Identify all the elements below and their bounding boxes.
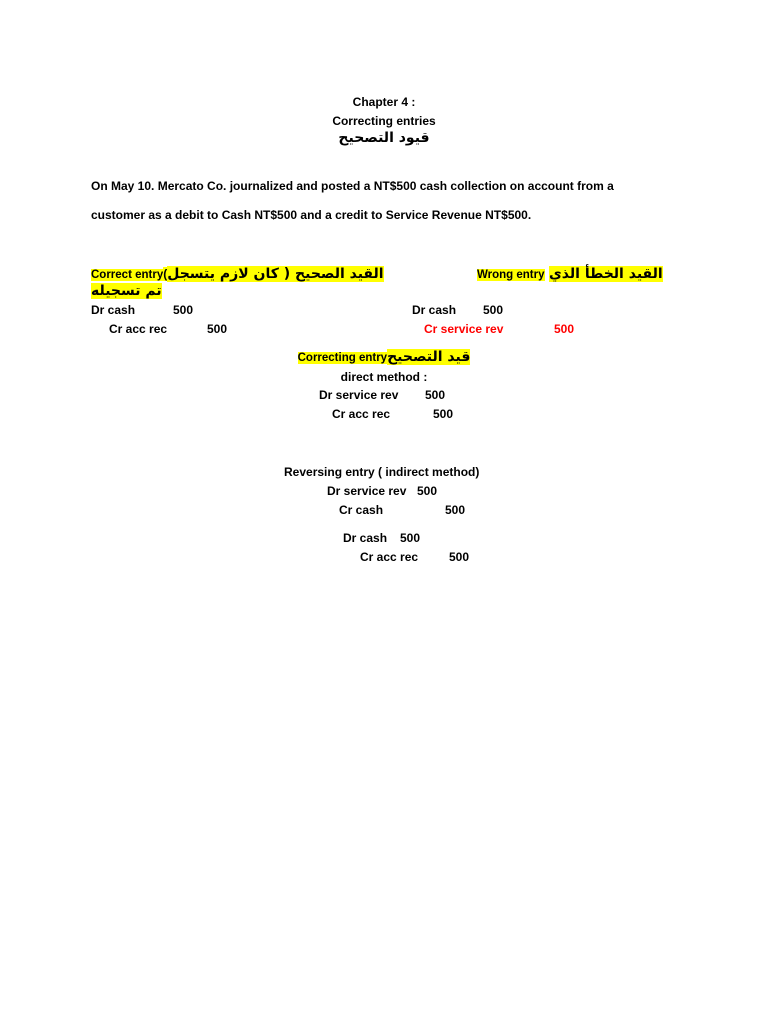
correct-dr-amount: 500 [173, 303, 194, 317]
page-subtitle: Correcting entries [332, 114, 436, 128]
correcting-dr-label: Dr service rev [319, 388, 399, 402]
wrong-dr-label: Dr cash [412, 303, 457, 317]
arabic-title: قيود التصحيح [338, 130, 430, 146]
reversing-cr2-amount: 500 [449, 550, 470, 564]
correcting-cr-amount: 500 [433, 407, 454, 421]
correct-cr-label: Cr acc rec [109, 322, 168, 336]
wrong-cr-amount: 500 [554, 322, 575, 336]
intro-line-1: On May 10. Mercato Co. journalized and posted a NT$500 cash collection on account from a [91, 179, 614, 193]
wrong-dr-amount: 500 [483, 303, 504, 317]
wrong-entry-arabic: القيد الخطأ الذي [548, 266, 663, 282]
direct-method-label: direct method : [340, 370, 428, 384]
correct-entry-arabic-cont: تم تسجيله [91, 283, 162, 299]
intro-line-2: customer as a debit to Cash NT$500 and a credit to Service Revenue NT$500. [91, 208, 532, 222]
correcting-entry-heading [0, 348, 768, 366]
reversing-dr2-amount: 500 [400, 531, 421, 545]
reversing-cr2-label: Cr acc rec [360, 550, 419, 564]
wrong-cr-label: Cr service rev [424, 322, 504, 336]
correcting-entry-arabic: قيد التصحيح [387, 349, 471, 365]
reversing-dr1-amount: 500 [417, 484, 438, 498]
wrong-entry-label: Wrong entry [477, 269, 545, 281]
reversing-entry-title: Reversing entry ( indirect method) [284, 465, 480, 479]
correct-entry-heading [91, 265, 384, 285]
correct-dr-label: Dr cash [91, 303, 136, 317]
correct-cr-amount: 500 [207, 322, 228, 336]
correcting-cr-label: Cr acc rec [332, 407, 391, 421]
reversing-dr1-label: Dr service rev [327, 484, 407, 498]
reversing-cr1-amount: 500 [445, 503, 466, 517]
correcting-dr-amount: 500 [425, 388, 446, 402]
wrong-entry-heading [477, 265, 663, 285]
chapter-title: Chapter 4 : [352, 95, 416, 109]
correct-entry-label: Correct entry [91, 269, 164, 281]
paren: ( [163, 267, 168, 281]
correct-entry-arabic: القيد الصحيح ( كان لازم يتسجل [167, 266, 384, 282]
reversing-cr1-label: Cr cash [339, 503, 384, 517]
correcting-entry-label: Correcting entry [297, 352, 388, 364]
reversing-dr2-label: Dr cash [343, 531, 388, 545]
